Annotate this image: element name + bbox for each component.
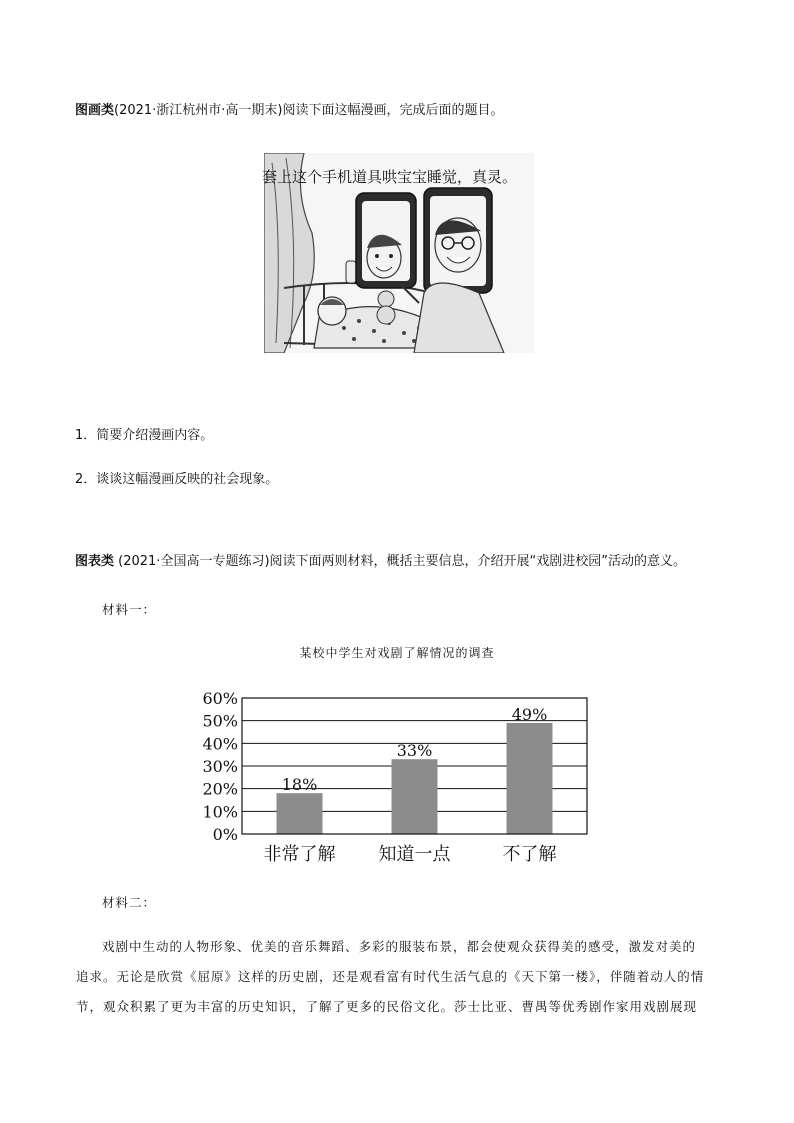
material-2-label: 材料二： [102,895,157,910]
y-tick-label: 50% [202,711,238,731]
y-tick-label: 30% [202,757,238,776]
x-tick-label: 非常了解 [263,844,336,865]
x-tick-label: 不了解 [502,844,557,865]
material-2-text [76,932,714,1022]
chart-y-ticks [202,690,238,844]
bar-value-label: 33% [396,741,433,761]
x-tick-label: 知道一点 [378,844,451,865]
bar-value-label: 18% [281,775,318,795]
chart-x-ticks [264,844,557,865]
chart-title: 某校中学生对戏剧了解情况的调查 [299,646,495,660]
question-1: 1．简要介绍漫画内容。 [75,428,214,443]
section1-instruction: 阅读下面这幅漫画，完成后面的题目。 [282,103,504,118]
bar-chart [190,690,610,870]
section2-lead [75,553,686,571]
y-tick-label: 20% [202,779,238,799]
cartoon-caption: 套上这个手机道具哄宝宝睡觉，真灵。 [262,168,518,186]
y-tick-label: 40% [202,734,238,754]
bar [507,723,553,834]
material-2-line: 戏剧中生动的人物形象、优美的音乐舞蹈、多彩的服装布景，都会使观众获得美的感受，激发对美的 [102,939,697,954]
section1-source: (2021·浙江杭州市·高一期末) [114,103,283,118]
material-1-label: 材料一： [102,602,157,617]
question-2: 2．谈谈这幅漫画反映的社会现象。 [75,472,279,487]
section2-tag: 图表类 [75,554,115,569]
bar [392,759,438,834]
bar-value-label: 49% [511,704,548,724]
section1-lead [75,102,504,120]
y-tick-label: 60% [202,690,238,708]
section2-source: (2021·全国高一专题练习) [118,554,270,569]
section1-tag: 图画类 [75,103,115,118]
y-tick-label: 10% [202,802,238,822]
material-2-line: 节，观众积累了更为丰富的历史知识，了解了更多的民俗文化。莎士比亚、曹禺等优秀剧作家用戏剧展现 [76,999,698,1014]
section2-instruction: 阅读下面两则材料，概括主要信息，介绍开展“戏剧进校园”活动的意义。 [269,554,687,569]
material-2-line: 追求。无论是欣赏《屈原》这样的历史剧，还是观看富有时代生活气息的《天下第一楼》，伴随着动人的情 [76,969,705,984]
bar [277,793,323,834]
chart-bars [277,723,553,834]
y-tick-label: 0% [212,825,238,844]
